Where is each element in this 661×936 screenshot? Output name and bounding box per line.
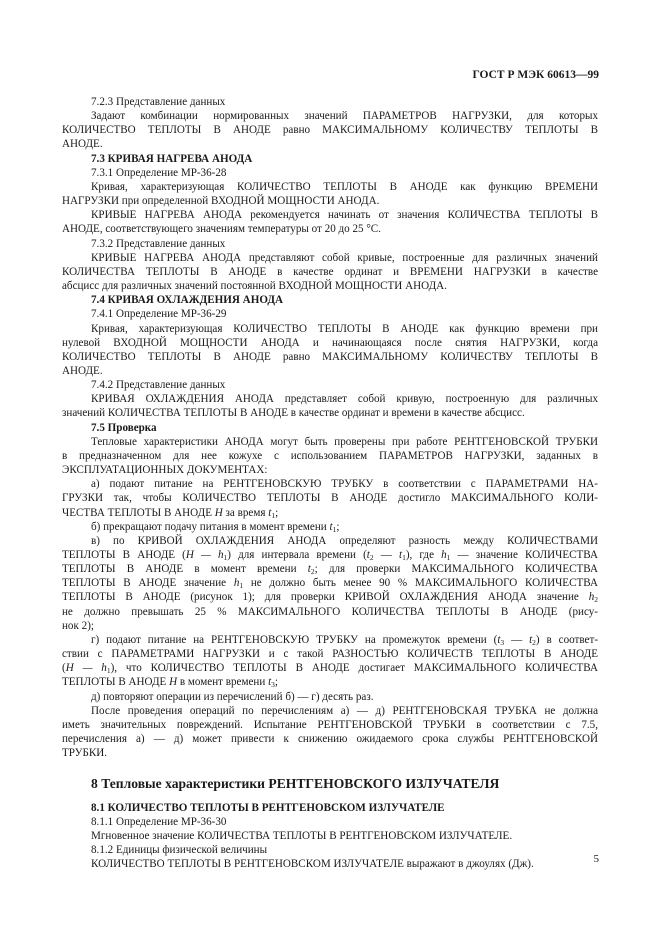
document-code: ГОСТ Р МЭК 60613—99: [472, 69, 599, 81]
text-line: Кривая, характеризующая КОЛИЧЕСТВО ТЕПЛОТЫ В АНОДЕ как функцию ВРЕМЕНИ: [91, 180, 598, 193]
text-line: значений КОЛИЧЕСТВА ТЕПЛОТЫ В АНОДЕ в качестве ординат и времени в качестве абсцисс.: [62, 407, 525, 420]
text-line: ТЕПЛОТЫ В АНОДЕ в момент времени $t_2$; для проверки МАКСИМАЛЬНОГО КОЛИЧЕСТВА: [62, 563, 598, 577]
text-line: КОЛИЧЕСТВО ТЕПЛОТЫ В АНОДЕ равно МАКСИМАЛЬНОМУ КОЛИЧЕСТВУ ТЕПЛОТЫ В: [62, 124, 598, 137]
text-line: ТЕПЛОТЫ В АНОДЕ значение $h_1$ не должно быть менее 90 % МАКСИМАЛЬНОГО КОЛИЧЕСТВА: [62, 577, 598, 591]
page-number: 5: [593, 853, 599, 865]
text-line: нулевой ВХОДНОЙ МОЩНОСТИ АНОДА и начинающаяся после снятия НАГРУЗКИ, когда: [62, 336, 598, 349]
text-line: иметь значительных повреждений. Испытание РЕНТГЕНОВСКОЙ ТРУБКИ в соответствии с 7.5,: [62, 718, 598, 731]
chapter-heading: 8 Тепловые характеристики РЕНТГЕНОВСКОГО ИЗЛУЧАТЕЛЯ: [91, 776, 500, 792]
subsection-heading: 7.3.2 Представление данных: [91, 237, 226, 250]
text-line: в предназначенном для нее кожухе с использованием ПАРАМЕТРОВ НАГРУЗКИ, заданных в: [62, 449, 598, 462]
text-line: КРИВАЯ ОХЛАЖДЕНИЯ АНОДА представляет собой кривую, построенную для различных: [91, 393, 598, 406]
subsection-heading: 7.2.3 Представление данных: [91, 96, 226, 108]
text-line: перечисления а) — д) может привести к снижению ожидаемого срока службы РЕНТГЕНОВСКОЙ: [62, 733, 598, 746]
text-line: КОЛИЧЕСТВО ТЕПЛОТЫ В АНОДЕ равно МАКСИМАЛЬНОМУ КОЛИЧЕСТВУ ТЕПЛОТЫ В: [62, 350, 598, 363]
text-line: ТЕПЛОТЫ В АНОДЕ (рисунок 1); для проверки КРИВОЙ ОХЛАЖДЕНИЯ АНОДА значение $h_2$: [62, 591, 598, 605]
section-heading: 8.1 КОЛИЧЕСТВО ТЕПЛОТЫ В РЕНТГЕНОВСКОМ ИЗЛУЧАТЕЛЕ: [91, 801, 445, 814]
subsection-heading: 7.4.1 Определение МР-36-29: [91, 308, 227, 321]
text-line: АНОДЕ.: [62, 364, 103, 377]
text-line: КОЛИЧЕСТВО ТЕПЛОТЫ В РЕНТГЕНОВСКОМ ИЗЛУЧАТЕЛЕ выражают в джоулях (Дж).: [91, 858, 534, 871]
text-line: нок 2);: [62, 619, 94, 632]
section-heading: 7.4 КРИВАЯ ОХЛАЖДЕНИЯ АНОДА: [91, 294, 284, 307]
text-line: Кривая, характеризующая КОЛИЧЕСТВО ТЕПЛОТЫ В АНОДЕ как функцию времени при: [91, 322, 598, 335]
page-body: [62, 95, 598, 871]
text-line: (Н — $h_1$), что КОЛИЧЕСТВО ТЕПЛОТЫ В АНОДЕ достигает МАКСИМАЛЬНОГО КОЛИЧЕСТВА: [62, 662, 598, 676]
text-line: д) повторяют операции из перечислений б) — г) десять раз.: [91, 690, 374, 703]
section-heading: 7.3 КРИВАЯ НАГРЕВА АНОДА: [91, 152, 253, 165]
text-line: НАГРУЗКИ при определенной ВХОДНОЙ МОЩНОСТИ АНОДА.: [62, 195, 380, 208]
text-line: Тепловые характеристики АНОДА могут быть проверены при работе РЕНТГЕНОВСКОЙ ТРУБКИ: [91, 435, 598, 448]
text-line: ТЕПЛОТЫ В АНОДЕ Н в момент времени $t_3$;: [62, 676, 279, 690]
text-line: абсцисс для различных значений постоянной ВХОДНОЙ МОЩНОСТИ АНОДА.: [62, 280, 447, 293]
text-line: б) прекращают подачу питания в момент времени $t_1$;: [91, 520, 340, 534]
text-line: ТРУБКИ.: [62, 747, 108, 760]
text-line: КОЛИЧЕСТВА ТЕПЛОТЫ В АНОДЕ в качестве ординат и ВРЕМЕНИ НАГРУЗКИ в качестве: [62, 265, 598, 278]
subsection-heading: 8.1.1 Определение МР-36-30: [91, 815, 227, 828]
section-heading: 7.5 Проверка: [91, 421, 157, 434]
text-line: в) по КРИВОЙ ОХЛАЖДЕНИЯ АНОДА определяют разность между КОЛИЧЕСТВАМИ: [91, 534, 598, 547]
text-line: не должно превышать 25 % МАКСИМАЛЬНОГО КОЛИЧЕСТВА ТЕПЛОТЫ В АНОДЕ (рису-: [62, 605, 598, 618]
text-line: После проведения операций по перечислениям а) — д) РЕНТГЕНОВСКАЯ ТРУБКА не должна: [91, 704, 598, 717]
text-line: ГРУЗКИ так, чтобы КОЛИЧЕСТВО ТЕПЛОТЫ В АНОДЕ достигло МАКСИМАЛЬНОГО КОЛИ-: [62, 492, 598, 505]
subsection-heading: 8.1.2 Единицы физической величины: [91, 843, 268, 856]
text-line: ствии с ПАРАМЕТРАМИ НАГРУЗКИ и с такой РАЗНОСТЬЮ КОЛИЧЕСТВ ТЕПЛОТЫ В АНОДЕ: [62, 648, 598, 661]
text-line: Задают комбинации нормированных значений ПАРАМЕТРОВ НАГРУЗКИ, для которых: [91, 110, 598, 123]
text-line: АНОДЕ, соответствующего значениям температуры от 20 до 25 °С.: [62, 223, 381, 236]
text-line: КРИВЫЕ НАГРЕВА АНОДА представляют собой кривые, построенные для различных значений: [91, 251, 598, 264]
text-line: АНОДЕ.: [62, 138, 103, 151]
text-line: г) подают питание на РЕНТГЕНОВСКУЮ ТРУБКУ на промежуток времени ($t_3$ — $t_2$) в соответ-: [91, 633, 599, 647]
text-line: Мгновенное значение КОЛИЧЕСТВА ТЕПЛОТЫ В РЕНТГЕНОВСКОМ ИЗЛУЧАТЕЛЕ.: [91, 829, 513, 842]
text-line: ТЕПЛОТЫ В АНОДЕ (Н — $h_1$) для интервала времени ($t_2$ — $t_1$), где $h_1$ — значение КОЛИЧЕСТВА: [62, 549, 598, 562]
subsection-heading: 7.4.2 Представление данных: [91, 379, 226, 392]
text-line: а) подают питание на РЕНТГЕНОВСКУЮ ТРУБКУ в соответствии с ПАРАМЕТРАМИ НА-: [91, 478, 598, 491]
text-line: ЭКСПЛУАТАЦИОННЫХ ДОКУМЕНТАХ:: [62, 464, 268, 477]
text-line: КРИВЫЕ НАГРЕВА АНОДА рекомендуется начинать от значения КОЛИЧЕСТВА ТЕПЛОТЫ В: [91, 209, 598, 222]
subsection-heading: 7.3.1 Определение МР-36-28: [91, 166, 227, 179]
text-line: ЧЕСТВА ТЕПЛОТЫ В АНОДЕ Н за время $t_1$;: [62, 506, 279, 520]
